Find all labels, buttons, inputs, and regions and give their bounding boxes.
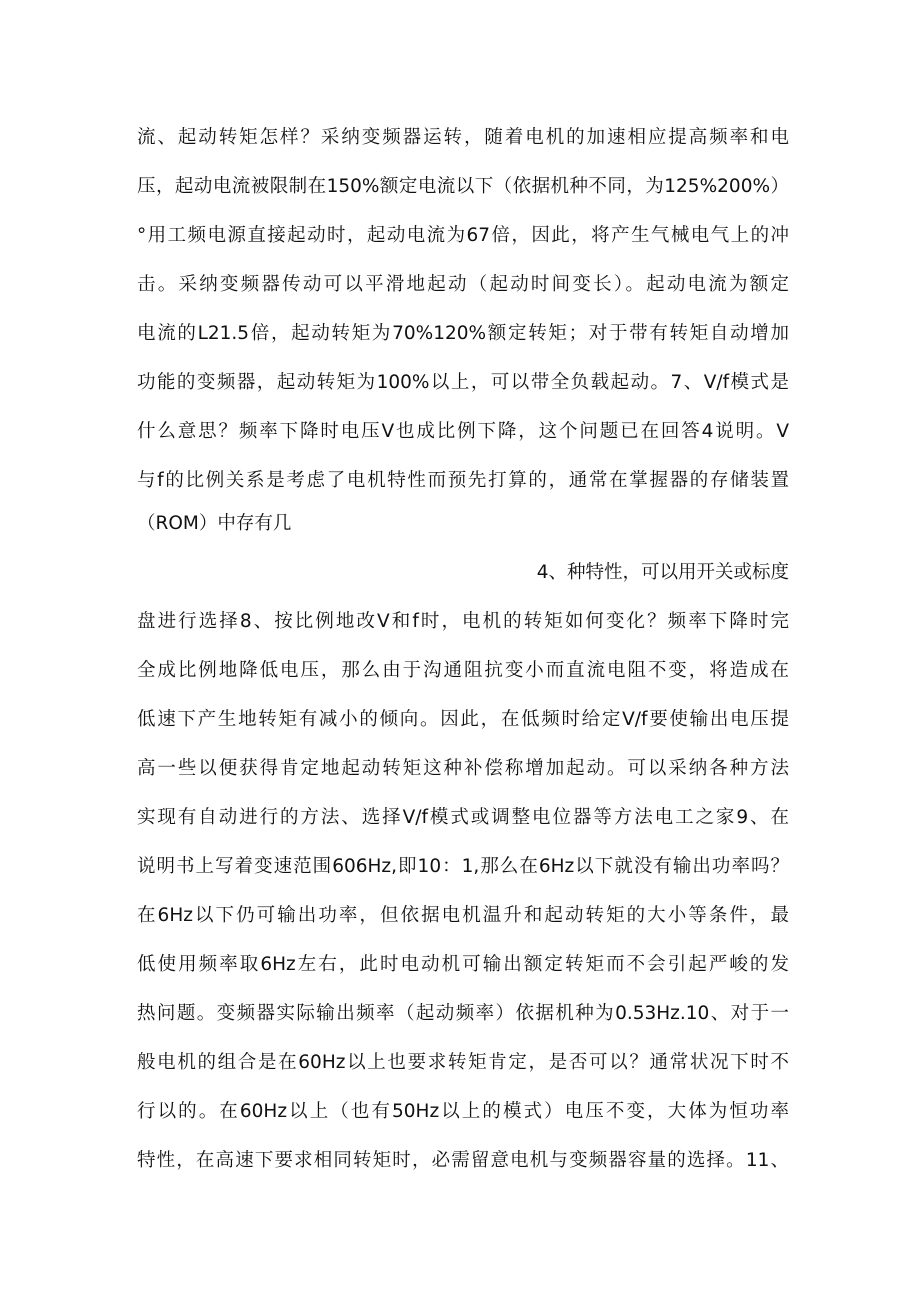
text-line: 4、种特性，可以用开关或标度 [536, 562, 789, 583]
text-line: 什么意思？频率下降时电压V也成比例下降，这个问题已在回答4说明。V [137, 421, 789, 442]
text-line: °用工频电源直接起动时，起动电流为67倍，因此，将产生气械电气上的冲 [137, 225, 789, 246]
text-line: 电流的L21.5倍，起动转矩为70%120%额定转矩；对于带有转矩自动增加 [137, 323, 789, 344]
text-line: 特性，在高速下要求相同转矩时，必需留意电机与变频器容量的选择。11、 [137, 1150, 789, 1171]
text-line: 压，起动电流被限制在150%额定电流以下（依据机种不同，为125%200%） [137, 176, 789, 197]
text-line: 说明书上写着变速范围606Hz,即10：1,那么在6Hz以下就没有输出功率吗？ [137, 856, 789, 877]
text-line: （ROM）中存有几 [137, 513, 292, 534]
text-line: 高一些以便获得肯定地起动转矩这种补偿称增加起动。可以采纳各种方法 [137, 758, 789, 779]
text-line: 在6Hz以下仍可输出功率，但依据电机温升和起动转矩的大小等条件，最 [137, 905, 789, 926]
text-line: 与f的比例关系是考虑了电机特性而预先打算的，通常在掌握器的存储装置 [137, 470, 789, 491]
text-line: 低速下产生地转矩有减小的倾向。因此，在低频时给定V/f要使输出电压提 [137, 709, 789, 730]
text-line: 击。采纳变频器传动可以平滑地起动（起动时间变长）。起动电流为额定 [137, 274, 789, 295]
text-line: 全成比例地降低电压，那么由于沟通阻抗变小而直流电阻不变，将造成在 [137, 660, 789, 681]
text-line: 盘进行选择8、按比例地改V和f时，电机的转矩如何变化？频率下降时完 [137, 611, 789, 632]
text-line: 流、起动转矩怎样？采纳变频器运转，随着电机的加速相应提高频率和电 [137, 127, 789, 148]
text-line: 实现有自动进行的方法、选择V/f模式或调整电位器等方法电工之家9、在 [137, 807, 789, 828]
text-line: 行以的。在60Hz以上（也有50Hz以上的模式）电压不变，大体为恒功率 [137, 1101, 789, 1122]
text-line: 般电机的组合是在60Hz以上也要求转矩肯定，是否可以？通常状况下时不 [137, 1052, 789, 1073]
text-line: 功能的变频器，起动转矩为100%以上，可以带全负载起动。7、V/f模式是 [137, 372, 789, 393]
text-line: 热问题。变频器实际输出频率（起动频率）依据机种为0.53Hz.10、对于一 [137, 1003, 789, 1024]
text-line: 低使用频率取6Hz左右，此时电动机可输出额定转矩而不会引起严峻的发 [137, 954, 789, 975]
